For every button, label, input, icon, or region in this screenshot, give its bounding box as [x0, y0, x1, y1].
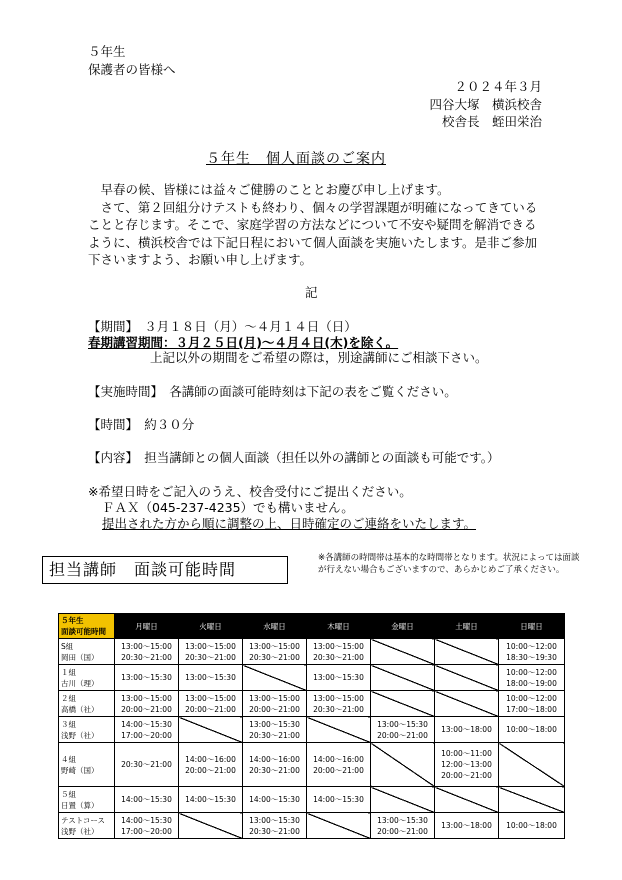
- teacher-label: ５組 日置（算）: [59, 787, 115, 813]
- unavailable-cell: [179, 717, 243, 743]
- request-line-3: 提出された方から順に調整の上、日時確定のご連絡をいたします。: [102, 516, 477, 531]
- schedule-table: [58, 613, 565, 839]
- time-cell: 10:00～12:00 18:30～19:30: [499, 639, 565, 665]
- table-row: [59, 743, 565, 787]
- unavailable-cell: [371, 665, 435, 691]
- unavailable-cell: [243, 665, 307, 691]
- time-cell: 13:00～15:30 20:00～21:00: [371, 717, 435, 743]
- period-line: 【期間】 ３月１８日（月）～４月１４日（日）: [88, 319, 357, 334]
- recipient-label: 保護者の皆様へ: [88, 62, 176, 77]
- unavailable-cell: [499, 787, 565, 813]
- unavailable-cell: [307, 717, 371, 743]
- unavailable-cell: [371, 743, 435, 787]
- time-cell: 14:00～16:00 20:00～21:00: [179, 743, 243, 787]
- section-title: 担当講師 面談可能時間: [42, 556, 288, 584]
- time-cell: 10:00～12:00 17:00～18:00: [499, 691, 565, 717]
- request-line-2: ＦＡＸ（045-237-4235）でも構いません。: [102, 500, 354, 515]
- time-cell: 13:00～18:00: [435, 717, 499, 743]
- time-cell: 10:00～18:00: [499, 813, 565, 839]
- duration-line: 【時間】 約３０分: [88, 417, 195, 432]
- page-title: ５年生 個人面談のご案内: [206, 151, 386, 167]
- request-line-1: ※希望日時をご記入のうえ、校舎受付にご提出ください。: [88, 484, 412, 499]
- unavailable-cell: [307, 813, 371, 839]
- unavailable-cell: [435, 787, 499, 813]
- ki-heading: 記: [305, 285, 318, 300]
- time-cell: 13:00～15:30 20:30～21:00: [243, 813, 307, 839]
- table-row: [59, 813, 565, 839]
- time-cell: 13:00～15:30: [179, 665, 243, 691]
- greeting-paragraph: 早春の候、皆様には益々ご健勝のこととお慶び申し上げます。: [100, 182, 450, 197]
- day-header-mon: 月曜日: [115, 614, 179, 639]
- table-row: [59, 717, 565, 743]
- document-date: ２０２４年３月: [454, 79, 542, 94]
- teacher-label: S組 岡田（国）: [59, 639, 115, 665]
- teacher-label: テストコース 浅野（社）: [59, 813, 115, 839]
- unavailable-cell: [371, 787, 435, 813]
- day-header-fri: 金曜日: [371, 614, 435, 639]
- content-line: 【内容】 担当講師との個人面談（担任以外の講師との面談も可能です。）: [88, 450, 500, 465]
- time-cell: 13:00～15:00 20:00～21:00: [179, 691, 243, 717]
- principal-name: 校舎長 蛭田栄治: [441, 114, 542, 129]
- time-cell: 13:00～15:00 20:30～21:00: [307, 639, 371, 665]
- time-cell: 14:00～15:30: [243, 787, 307, 813]
- day-header-sun: 日曜日: [499, 614, 565, 639]
- time-cell: 13:00～15:00 20:00～21:00: [243, 691, 307, 717]
- spring-exclusion-line: 春期講習期間：３月２５日(月)～４月４日(木)を除く。: [88, 335, 399, 350]
- unavailable-cell: [179, 813, 243, 839]
- table-row: [59, 665, 565, 691]
- time-cell: 13:00～15:30: [307, 665, 371, 691]
- time-cell: 14:00～15:30 17:00～20:00: [115, 717, 179, 743]
- teacher-label: ３組 浅野（社）: [59, 717, 115, 743]
- time-cell: 13:00～15:00 20:30～21:00: [115, 639, 179, 665]
- time-cell: 13:00～15:00 20:00～21:00: [115, 691, 179, 717]
- time-cell: 14:00～15:30: [115, 787, 179, 813]
- time-cell: 13:00～15:00 20:30～21:00: [243, 639, 307, 665]
- unavailable-cell: [435, 691, 499, 717]
- time-cell: 14:00～15:30: [307, 787, 371, 813]
- intro-paragraph: さて、第２回組分けテストも終わり、個々の学習課題が明確になってきていることと存じます。そこで、家庭学習の方法などについて不安や疑問を解消できるように、横浜校舎では下記日程において個人面談を実施いたします。是非ご参加下さいますよう、お願い申し上げます。: [88, 200, 538, 268]
- time-cell: 13:00～15:30 20:30～21:00: [243, 717, 307, 743]
- day-header-sat: 土曜日: [435, 614, 499, 639]
- unavailable-cell: [499, 743, 565, 787]
- time-cell: 14:00～16:00 20:30～21:00: [243, 743, 307, 787]
- time-cell: 14:00～15:30 17:00～20:00: [115, 813, 179, 839]
- day-header-tue: 火曜日: [179, 614, 243, 639]
- time-cell: 10:00～18:00: [499, 717, 565, 743]
- unavailable-cell: [371, 691, 435, 717]
- time-cell: 10:00～12:00 18:00～19:00: [499, 665, 565, 691]
- time-cell: 10:00～11:00 12:00～13:00 20:00～21:00: [435, 743, 499, 787]
- time-cell: 14:00～16:00 20:00～21:00: [307, 743, 371, 787]
- unavailable-cell: [435, 665, 499, 691]
- time-cell: 13:00～15:30: [115, 665, 179, 691]
- time-cell: 13:00～18:00: [435, 813, 499, 839]
- other-period-line: 上記以外の期間をご希望の際は，別途講師にご相談下さい。: [150, 350, 488, 365]
- teacher-label: ２組 高橋（社）: [59, 691, 115, 717]
- school-name: 四谷大塚 横浜校舎: [429, 97, 542, 112]
- unavailable-cell: [435, 639, 499, 665]
- table-row: [59, 639, 565, 665]
- time-slots-line: 【実施時間】 各講師の面談可能時刻は下記の表をご覧ください。: [88, 384, 457, 399]
- time-cell: 13:00～15:00 20:30～21:00: [307, 691, 371, 717]
- teacher-label: ４組 野崎（国）: [59, 743, 115, 787]
- time-cell: 13:00～15:00 20:30～21:00: [179, 639, 243, 665]
- table-row: [59, 691, 565, 717]
- time-cell: 13:00～15:30 20:00～21:00: [371, 813, 435, 839]
- table-corner: ５年生 面談可能時間: [59, 614, 115, 639]
- day-header-thu: 木曜日: [307, 614, 371, 639]
- time-cell: 20:30～21:00: [115, 743, 179, 787]
- day-header-wed: 水曜日: [243, 614, 307, 639]
- teacher-label: １組 古川（理）: [59, 665, 115, 691]
- schedule-note: ※各講師の時間帯は基本的な時間帯となります。状況によっては面談が行えない場合もございますので、あらかじめご了承ください。: [318, 553, 580, 575]
- grade-label: ５年生: [88, 44, 126, 59]
- time-cell: 14:00～15:30: [179, 787, 243, 813]
- table-row: [59, 787, 565, 813]
- table-header-row: [59, 614, 565, 639]
- unavailable-cell: [371, 639, 435, 665]
